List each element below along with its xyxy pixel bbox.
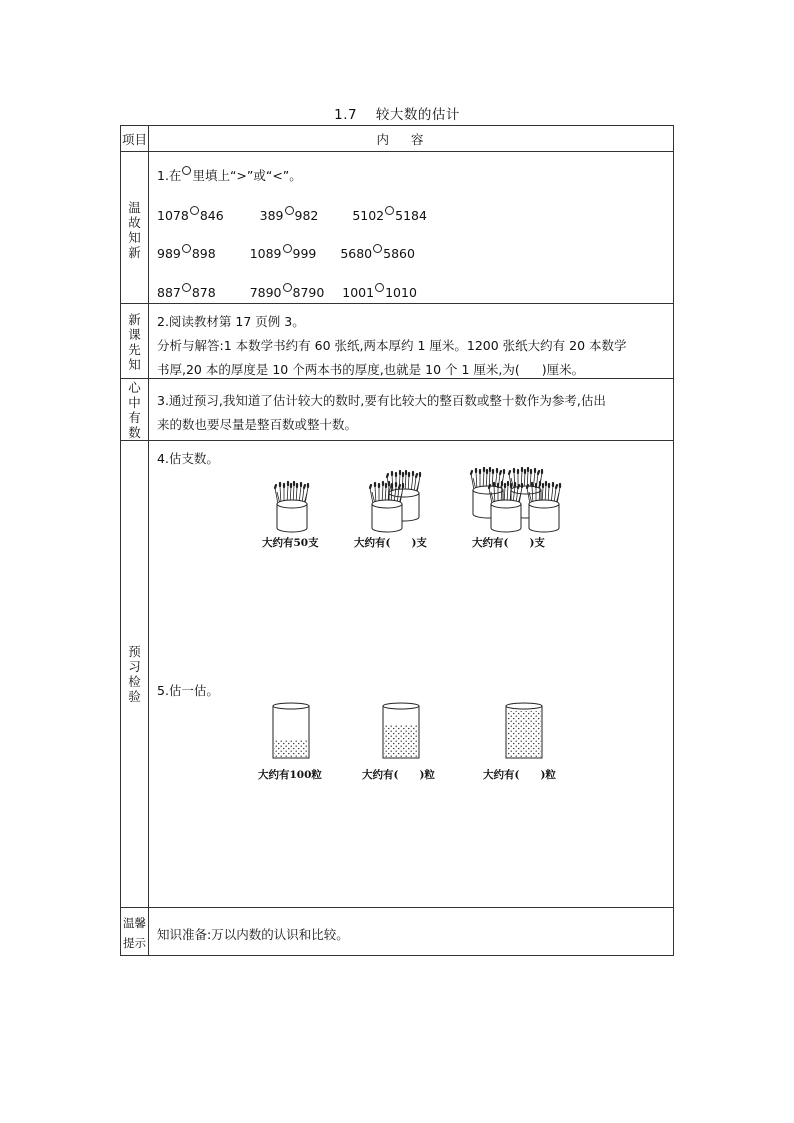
compare-item[interactable]: 1001 1010 [342, 285, 417, 300]
preview-label: 预 习 检 验 [121, 441, 149, 908]
sticks-caption-1: 大约有50支 [262, 537, 319, 549]
sticks-cup-2 [370, 471, 420, 532]
compare-item[interactable]: 389 982 [259, 208, 319, 223]
question-2: 2.阅读教材第 17 页例 3。 [157, 314, 305, 329]
sticks-cup-1 [275, 482, 308, 532]
question-3-line-2: 来的数也要尽量是整百数或整十数。 [157, 417, 358, 432]
grain-jar-3 [506, 703, 542, 758]
analysis-line-2: 书厚,20 本的厚度是 10 个两本书的厚度,也就是 10 个 1 厘米,为( )厘米。 [157, 362, 585, 377]
question-4: 4.估支数。 [157, 451, 219, 466]
sticks-cup-3 [471, 468, 560, 532]
review-label: 温 故 知 新 [121, 152, 149, 304]
question-3-line-1: 3.通过预习,我知道了估计较大的数时,要有比较大的整百数或整十数作为参考,估出 [157, 393, 606, 408]
grain-jar-1 [273, 703, 309, 758]
grain-jar-2 [383, 703, 419, 758]
sticks-caption-3: 大约有( )支 [472, 537, 545, 549]
compare-item[interactable]: 5102 5184 [352, 208, 427, 223]
compare-item[interactable]: 887 878 [157, 285, 216, 300]
sticks-caption-2: 大约有( )支 [354, 537, 427, 549]
compare-item[interactable]: 989 898 [157, 246, 216, 261]
grains-caption-1: 大约有100粒 [258, 769, 322, 781]
question-5: 5.估一估。 [157, 683, 219, 698]
question-1: 1.在 里填上“>”或“<”。 [157, 168, 302, 183]
new-lesson-label: 新 课 先 知 [121, 304, 149, 379]
analysis-line-1: 分析与解答:1 本数学书约有 60 张纸,两本厚约 1 厘米。1200 张纸大约有 20 本数学 [157, 338, 627, 353]
tips-label: 温馨 提示 [121, 908, 149, 956]
compare-item[interactable]: 5680 5860 [340, 246, 415, 261]
tips-text: 知识准备:万以内数的认识和比较。 [157, 927, 349, 942]
header-content-label: 内容 [376, 131, 446, 147]
header-item: 项目 [121, 126, 149, 152]
mind-label: 心 中 有 数 [121, 379, 149, 441]
compare-item[interactable]: 1089 999 [249, 246, 317, 261]
compare-item[interactable]: 7890 8790 [249, 285, 325, 300]
grains-caption-3: 大约有( )粒 [483, 769, 556, 781]
section-title: 较大数的估计 [375, 107, 460, 123]
compare-item[interactable]: 1078 846 [157, 208, 224, 223]
grains-caption-2: 大约有( )粒 [362, 769, 435, 781]
section-number: 1.7 [334, 107, 358, 123]
